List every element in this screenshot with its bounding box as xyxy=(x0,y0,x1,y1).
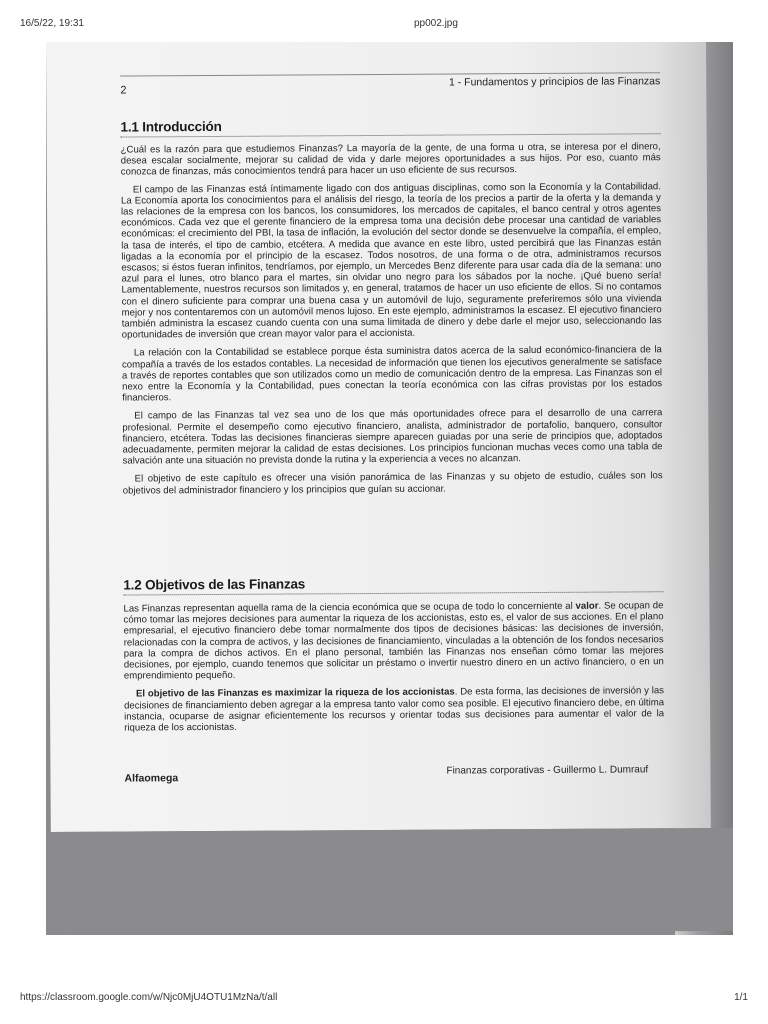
print-footer xyxy=(0,992,768,1006)
book-page xyxy=(46,42,711,832)
publisher-name: Alfaomega xyxy=(124,772,179,785)
chapter-title: 1 - Fundamentos y principios de las Finanzas xyxy=(448,75,661,89)
text-run: . De esta forma, las decisiones de inversión y las decisiones de financiamiento deben agregar a la empresa tanto valor como sea posible. El ejecutivo financiero debe, en última instancia, ocuparse de asignar eficientemente los recursos y orientar todas sus decisiones para aumentar el valor de la riqueza de los accionistas. xyxy=(124,685,665,734)
section-introduccion-body xyxy=(121,141,663,496)
scanned-image xyxy=(46,42,733,935)
paragraph xyxy=(124,686,664,734)
text-run: . Se ocupan de cómo tomar las mejores decisiones para aumentar la riqueza de los accionistas, esto es, el valor de sus acciones. En el plano empresarial, el ejecutivo financiero debe tomar normalmente dos tipos de decisiones básicas: las decisiones de inversión, relacionadas con la compra de activos, y las decisiones de financiamiento, vinculadas a la obtención de los fondos necesarios para la compra de dichos activos. En el plano personal, también las Finanzas nos enseñan cómo tomar las mejores decisiones, por ejemplo, cuando tenemos que solicitar un préstamo o invertir nuestro dinero en un activo financiero, o en un emprendimiento pequeño. xyxy=(123,600,664,682)
paragraph: El objetivo de este capítulo es ofrecer una visión panorámica de las Finanzas y su objeto de estudio, cuáles son los objetivos del administrador financiero y los principios que guían su accionar. xyxy=(122,470,663,497)
paragraph: El campo de las Finanzas tal vez sea uno de los que más oportunidades ofrece para el desarrollo de una carrera profesional. Permite el desempeño como ejecutivo financiero, analista, administrador de portafolio, banquero, consultor financiero, etcétera. Todas las decisiones financieras siempre aparecen guiadas por una serie de principios que, adoptados adecuadamente, permiten mejorar la calidad de estas decisiones. Los principios funcionan muchas veces como una tabla de salvación ante una situación no prevista donde la rutina y la experiencia a veces no alcanzan. xyxy=(122,407,663,467)
text-run: Las Finanzas representan aquella rama de la ciencia económica que se ocupa de todo lo concerniente al xyxy=(123,600,573,615)
scan-background xyxy=(51,828,733,935)
paragraph: ¿Cuál es la razón para que estudiemos Finanzas? La mayoría de la gente, de una forma u otra, se interesa por el dinero, desea escalar socialmente, mejorar su calidad de vida y darle mejores oportunidades a sus hijos. Por eso, cuanto más conozca de finanzas, más conocimientos tendrá para hacer un uso eficiente de sus recursos. xyxy=(120,141,661,178)
print-date: 16/5/22, 19:31 xyxy=(20,18,84,29)
book-title-author: Finanzas corporativas - Guillermo L. Dumrauf xyxy=(446,764,649,777)
print-filename: pp002.jpg xyxy=(414,18,458,29)
section-heading-objetivos: 1.2 Objetivos de las Finanzas xyxy=(123,574,663,595)
paragraph: El campo de las Finanzas está íntimamente ligado con dos antiguas disciplinas, como son la Economía y la Contabilidad. La Economía aporta los conocimientos para el análisis del riesgo, la teoría de los precios a partir de la oferta y la demanda y las relaciones de la empresa con los bancos, los consumidores, los mercados de capitales, el banco central y otros agentes económicos. Cada vez que el gerente financiero de la empresa toma una decisión debe procesar una cantidad de variables económicas: el crecimiento del PBI, la tasa de inflación, la evolución del sector donde se desenvuelve la compañía, el empleo, la tasa de interés, el tipo de cambio, etcétera. A medida que avance en este libro, usted percibirá que las Finanzas están ligadas a la economía por el principio de la escasez. Todos nosotros, de una forma o de otra, administramos recursos escasos; si éstos fueran infinitos, tendríamos, por ejemplo, un Mercedes Benz diferente para usar cada día de la semana: uno azul para el lunes, otro blanco para el martes, sin olvidar uno negro para los sábados por la noche. ¡Qué bueno sería! Lamentablemente, nuestros recursos son limitados y, en general, tratamos de hacer un uso eficiente de ellos. Si no contamos con el dinero suficiente para comprar una buena casa y un automóvil de lujo, seguramente preferiremos sólo una vivienda mejor y nos contentaremos con un automóvil menos lujoso. En este ejemplo, administramos la escasez. El ejecutivo financiero también administra la escasez cuando cuenta con una suma limitada de dinero y debe darle el mejor uso, seleccionando las oportunidades de inversión que crean mayor valor para el accionista. xyxy=(120,180,662,341)
paragraph: La relación con la Contabilidad se establece porque ésta suministra datos acerca de la salud económico-financiera de la compañía a través de los estados contables. La necesidad de información que tienen los ejecutivos generalmente se satisface a través de reportes contables que son utilizados como un medio de comunicación dentro de la empresa. Las Finanzas son el nexo entre la Economía y la Contabilidad, pues conectan la teoría económica con las cifras provistas por los estados financieros. xyxy=(121,344,663,404)
running-head xyxy=(120,72,660,102)
section-objetivos-body xyxy=(123,600,664,734)
print-header xyxy=(0,18,768,32)
print-url: https://classroom.google.com/w/Njc0MjU4OTU1MzNa/t/all xyxy=(20,992,278,1003)
section-heading-introduccion: 1.1 Introducción xyxy=(120,116,660,137)
print-page-count: 1/1 xyxy=(734,992,748,1003)
paragraph xyxy=(123,600,663,682)
bold-term: valor xyxy=(575,600,599,612)
page-number: 2 xyxy=(120,84,127,97)
bold-statement: El objetivo de las Finanzas es maximizar la riqueza de los accionistas xyxy=(135,686,455,700)
